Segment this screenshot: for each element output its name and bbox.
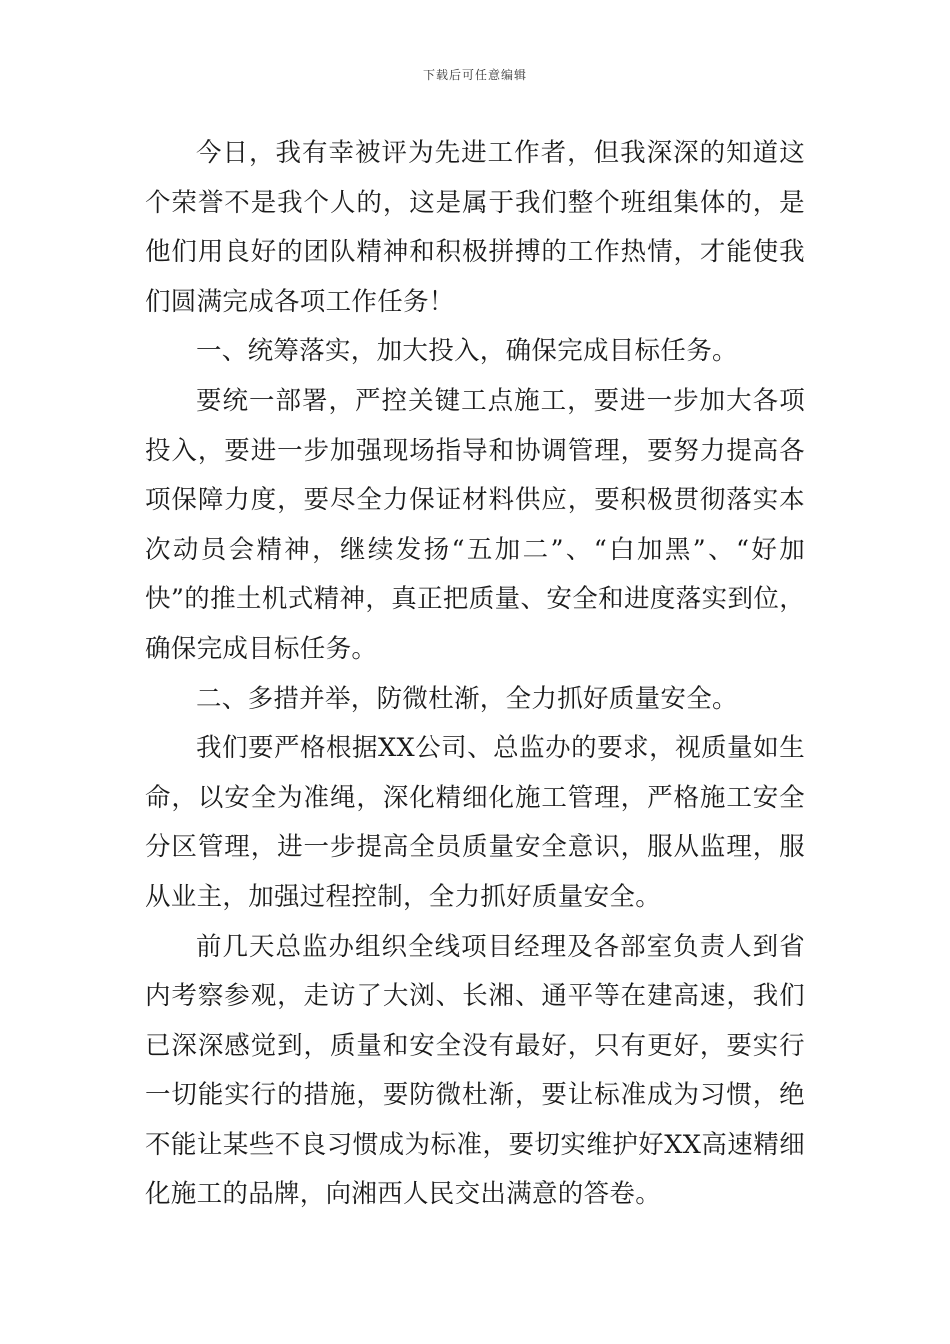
- paragraph-section-2-continued: 前几天总监办组织全线项目经理及各部室负责人到省内考察参观，走访了大浏、长湘、通平等在建高速，我们已深深感觉到，质量和安全没有最好，只有更好，要实行一切能实行的措施，要防微杜渐，要让标准成为习惯，绝不能让某些不良习惯成为标准，要切实维护好XX高速精细化施工的品牌，向湘西人民交出满意的答卷。: [145, 931, 805, 1210]
- paragraph-intro: 今日，我有幸被评为先进工作者，但我深深的知道这个荣誉不是我个人的，这是属于我们整个班组集体的，是他们用良好的团队精神和积极拼搏的工作热情，才能使我们圆满完成各项工作任务！: [145, 138, 805, 317]
- section-heading-1: 一、统筹落实，加大投入，确保完成目标任务。: [196, 336, 738, 367]
- paragraph-section-2: 我们要严格根据XX公司、总监办的要求，视质量如生命，以安全为准绳，深化精细化施工管理，严格施工安全分区管理，进一步提高全员质量安全意识，服从监理，服从业主，加强过程控制，全力抓好质量安全。: [145, 733, 805, 912]
- header-note: 下载后可任意编辑: [422, 68, 527, 82]
- section-heading-2: 二、多措并举，防微杜渐，全力抓好质量安全。: [196, 683, 738, 714]
- document-body: [145, 129, 805, 1220]
- paragraph-section-1: 要统一部署，严控关键工点施工，要进一步加大各项投入，要进一步加强现场指导和协调管理，要努力提高各项保障力度，要尽全力保证材料供应，要积极贯彻落实本次动员会精神，继续发扬“五加二”、“白加黑”、“好加快”的推土机式精神，真正把质量、安全和进度落实到位，确保完成目标任务。: [145, 385, 805, 664]
